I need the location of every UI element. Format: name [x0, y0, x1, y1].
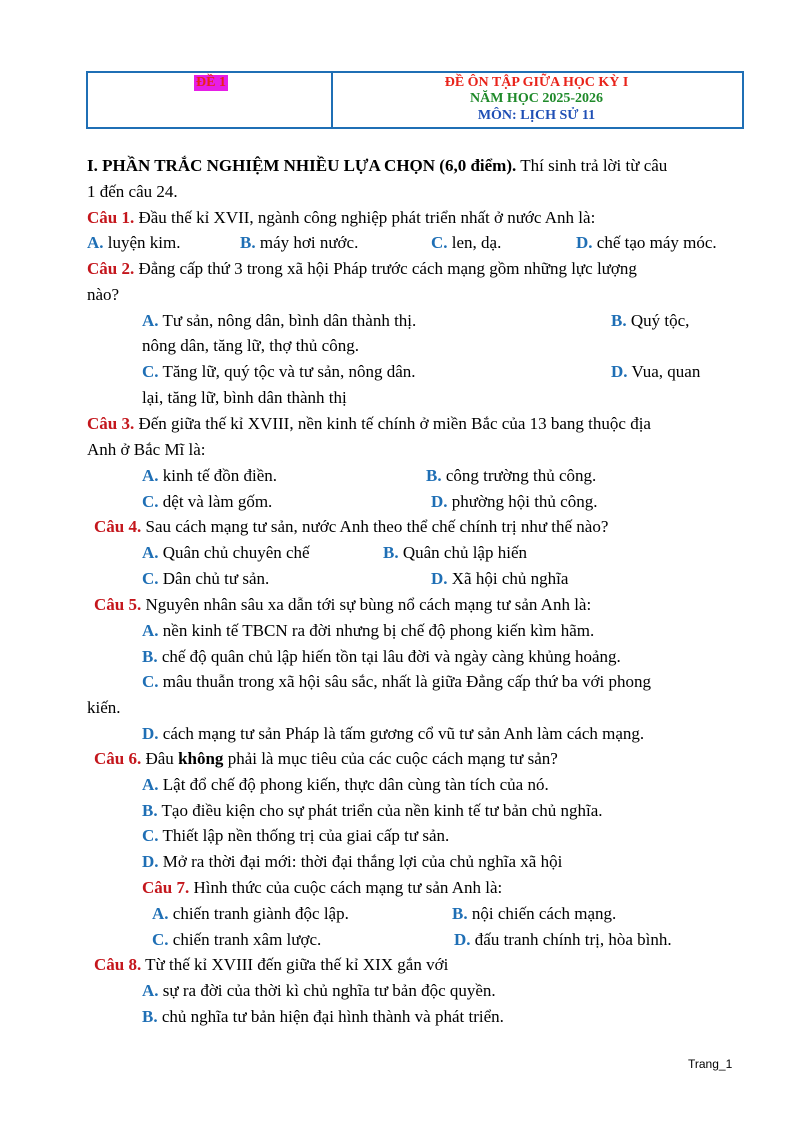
option-c: C. Tăng lữ, quý tộc và tư sản, nông dân.: [142, 362, 416, 381]
school-year: NĂM HỌC 2025-2026: [470, 91, 603, 106]
question-label: Câu 6.: [94, 749, 142, 768]
option-a: A. Lật đổ chế độ phong kiến, thực dân cùng tàn tích của nó.: [142, 775, 549, 794]
question-text: Sau cách mạng tư sản, nước Anh theo thể chế chính trị như thế nào?: [141, 517, 609, 536]
option-d: D. Vua, quan: [611, 362, 701, 381]
question-label: Câu 8.: [94, 955, 142, 974]
question-label: Câu 2.: [87, 259, 135, 278]
option-a: A. kinh tế đồn điền.: [142, 466, 278, 485]
option-b: B. máy hơi nước.: [240, 233, 359, 252]
emphasis-not: không: [178, 749, 224, 768]
option-b: B. Tạo điều kiện cho sự phát triển của nền kinh tế tư bản chủ nghĩa.: [142, 801, 603, 820]
option-b: B. công trường thủ công.: [426, 466, 597, 485]
option-c: C. mâu thuẫn trong xã hội sâu sắc, nhất là giữa Đẳng cấp thứ ba với phong: [142, 672, 651, 691]
question-text-cont: Anh ở Bắc Mĩ là:: [87, 440, 206, 459]
option-c: C. len, dạ.: [431, 233, 502, 252]
option-c: C. Dân chủ tư sản.: [142, 569, 270, 588]
question-text: Nguyên nhân sâu xa dẫn tới sự bùng nổ cách mạng tư sản Anh là:: [141, 595, 592, 614]
option-a: A. Quân chủ chuyên chế: [142, 543, 310, 562]
question-4: [94, 517, 608, 537]
option-b: B. Quý tộc,: [611, 311, 690, 330]
question-7: [142, 878, 502, 898]
option-c-cont: kiến.: [87, 698, 121, 717]
page-number: Trang_1: [688, 1057, 733, 1071]
question-text-cont: nào?: [87, 285, 120, 304]
subject: MÔN: LỊCH SỬ 11: [477, 108, 596, 123]
question-text: Đầu thế kỉ XVII, ngành công nghiệp phát triển nhất ở nước Anh là:: [134, 208, 596, 227]
section-title: I. PHẦN TRẮC NGHIỆM NHIỀU LỰA CHỌN (6,0 điểm).: [87, 156, 517, 175]
question-text: Đến giữa thế kỉ XVIII, nền kinh tế chính ở miền Bắc của 13 bang thuộc địa: [134, 414, 651, 433]
question-text: Đẳng cấp thứ 3 trong xã hội Pháp trước cách mạng gồm những lực lượng: [134, 259, 637, 278]
option-b: B. chế độ quân chủ lập hiến tồn tại lâu đời và ngày càng khủng hoảng.: [142, 647, 621, 666]
option-d: D. Mở ra thời đại mới: thời đại thắng lợi của chủ nghĩa xã hội: [142, 852, 563, 871]
option-b: B. chủ nghĩa tư bản hiện đại hình thành và phát triển.: [142, 1007, 504, 1026]
option-a: A. sự ra đời của thời kì chủ nghĩa tư bản độc quyền.: [142, 981, 496, 1000]
section-instruction-cont: 1 đến câu 24.: [87, 182, 178, 201]
option-c: C. Thiết lập nền thống trị của giai cấp tư sản.: [142, 826, 450, 845]
question-label: Câu 4.: [94, 517, 142, 536]
option-d: D. chế tạo máy móc.: [576, 233, 717, 252]
question-text: Từ thế kỉ XVIII đến giữa thế kỉ XIX gắn với: [141, 955, 449, 974]
question-6: Câu 6. Đâu không phải là mục tiêu của các cuộc cách mạng tư sản?: [94, 749, 558, 768]
section-heading: [87, 156, 667, 176]
header-table: [86, 71, 744, 129]
option-d: D. phường hội thủ công.: [431, 492, 598, 511]
question-2: [87, 259, 637, 279]
question-5: [94, 595, 591, 615]
question-text: Hình thức của cuộc cách mạng tư sản Anh là:: [189, 878, 503, 897]
option-b: B. Quân chủ lập hiến: [383, 543, 527, 562]
option-d: D. Xã hội chủ nghĩa: [431, 569, 569, 588]
question-1: [87, 208, 595, 228]
question-label: Câu 3.: [87, 414, 135, 433]
option-a: A. nền kinh tế TBCN ra đời nhưng bị chế độ phong kiến kìm hãm.: [142, 621, 595, 640]
option-b: B. nội chiến cách mạng.: [452, 904, 617, 923]
option-b-cont: nông dân, tăng lữ, thợ thủ công.: [142, 336, 359, 355]
option-d: D. đấu tranh chính trị, hòa bình.: [454, 930, 672, 949]
exam-code: ĐỀ 1: [196, 75, 226, 90]
option-c: C. dệt và làm gốm.: [142, 492, 273, 511]
option-d: D. cách mạng tư sản Pháp là tấm gương cổ vũ tư sản Anh làm cách mạng.: [142, 724, 645, 743]
option-c: C. chiến tranh xâm lược.: [152, 930, 322, 949]
option-a: A. chiến tranh giành độc lập.: [152, 904, 349, 923]
option-a: A. Tư sản, nông dân, bình dân thành thị.: [142, 311, 417, 330]
question-label: Câu 5.: [94, 595, 142, 614]
question-3: [87, 414, 651, 434]
question-8: [94, 955, 448, 975]
option-d-cont: lại, tăng lữ, bình dân thành thị: [142, 388, 347, 407]
question-label: Câu 1.: [87, 208, 135, 227]
question-label: Câu 7.: [142, 878, 190, 897]
option-a: A. luyện kim.: [87, 233, 181, 252]
exam-title: ĐỀ ÔN TẬP GIỮA HỌC KỲ I: [444, 75, 629, 90]
section-instruction: Thí sinh trả lời từ câu: [516, 156, 668, 175]
